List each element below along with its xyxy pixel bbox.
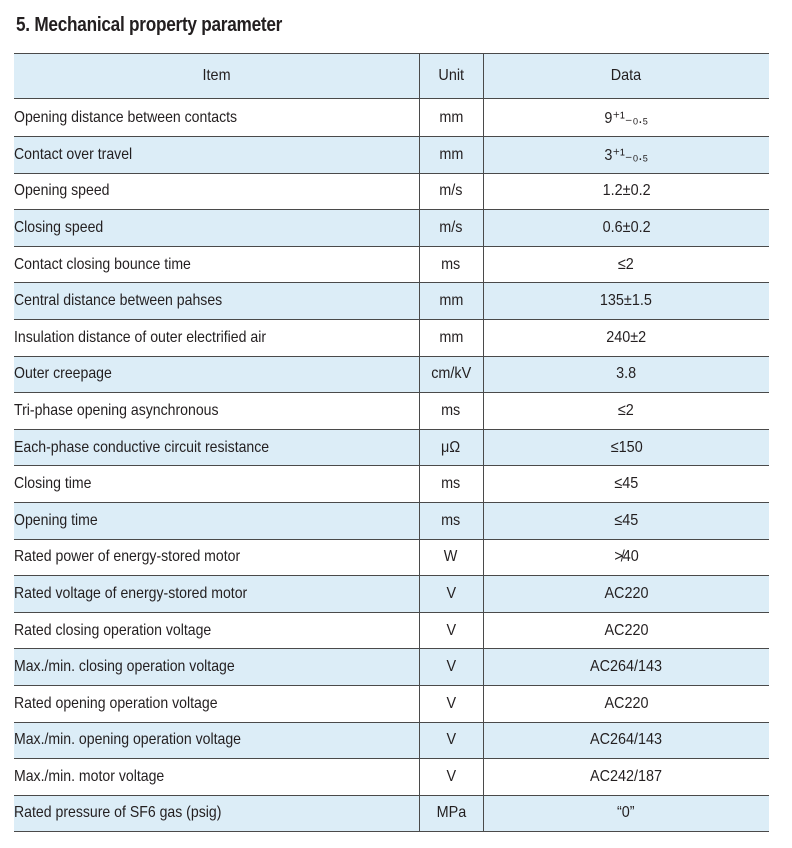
- table-row: [14, 795, 769, 832]
- row-unit-value: V: [446, 767, 456, 785]
- row-data-cell: [483, 210, 769, 247]
- row-unit-value: ms: [441, 255, 461, 273]
- table-row: [14, 210, 769, 247]
- row-item-label: Max./min. closing operation voltage: [14, 658, 235, 676]
- row-item-cell: [14, 759, 419, 796]
- row-item-cell: [14, 393, 419, 430]
- row-item-label: Opening speed: [14, 182, 110, 200]
- row-unit-cell: [419, 99, 483, 137]
- row-data-value: AC220: [604, 584, 649, 602]
- row-data-value: ≯40: [614, 548, 639, 566]
- row-data-value: ≤2: [618, 255, 635, 273]
- row-data-value: ≤2: [618, 401, 635, 419]
- row-item-cell: [14, 429, 419, 466]
- row-unit-value: mm: [439, 292, 463, 310]
- row-unit-cell: [419, 539, 483, 576]
- row-unit-cell: [419, 429, 483, 466]
- row-unit-cell: [419, 502, 483, 539]
- row-item-cell: [14, 649, 419, 686]
- row-item-cell: [14, 612, 419, 649]
- row-item-cell: [14, 283, 419, 320]
- row-unit-value: ms: [441, 401, 461, 419]
- row-data-cell: [483, 539, 769, 576]
- row-data-value: “0”: [617, 804, 636, 822]
- table-row: [14, 283, 769, 320]
- row-unit-value: μΩ: [441, 438, 461, 456]
- row-unit-cell: [419, 283, 483, 320]
- row-item-cell: [14, 99, 419, 137]
- row-data-cell: [483, 283, 769, 320]
- row-item-label: Opening distance between contacts: [14, 108, 238, 126]
- row-item-label: Central distance between pahses: [14, 292, 223, 310]
- row-data-cell: [483, 173, 769, 210]
- row-data-cell: [483, 759, 769, 796]
- row-unit-cell: [419, 466, 483, 503]
- row-data-cell: [483, 612, 769, 649]
- row-item-label: Tri-phase opening asynchronous: [14, 401, 219, 419]
- row-item-label: Insulation distance of outer electrified air: [14, 328, 267, 346]
- row-item-label: Closing time: [14, 475, 92, 493]
- row-data-cell: [483, 722, 769, 759]
- table-row: [14, 319, 769, 356]
- row-item-label: Max./min. motor voltage: [14, 767, 165, 785]
- row-item-label: Outer creepage: [14, 365, 112, 383]
- column-header-unit-label: Unit: [438, 67, 464, 84]
- row-item-label: Max./min. opening operation voltage: [14, 731, 241, 749]
- row-unit-cell: [419, 246, 483, 283]
- table-row: [14, 722, 769, 759]
- row-unit-cell: [419, 356, 483, 393]
- row-item-label: Rated power of energy-stored motor: [14, 548, 241, 566]
- table-row: [14, 429, 769, 466]
- row-data-value: 135±1.5: [600, 292, 653, 310]
- table-row: [14, 173, 769, 210]
- page-title: 5. Mechanical property parameter: [16, 14, 283, 36]
- row-data-cell: [483, 99, 769, 137]
- row-item-label: Rated pressure of SF6 gas (psig): [14, 804, 222, 822]
- row-unit-value: V: [446, 694, 456, 712]
- row-data-cell: [483, 319, 769, 356]
- row-unit-value: ms: [441, 511, 461, 529]
- row-item-label: Rated opening operation voltage: [14, 694, 218, 712]
- row-data-cell: [483, 795, 769, 832]
- row-unit-value: m/s: [439, 218, 463, 236]
- table-row: [14, 246, 769, 283]
- table-row: [14, 539, 769, 576]
- column-header-item-label: Item: [202, 67, 231, 84]
- table-header-row: [14, 54, 769, 99]
- row-unit-cell: [419, 759, 483, 796]
- row-item-cell: [14, 685, 419, 722]
- row-data-value: 1.2±0.2: [602, 182, 651, 200]
- row-unit-value: cm/kV: [430, 365, 471, 383]
- row-unit-cell: [419, 210, 483, 247]
- row-item-cell: [14, 319, 419, 356]
- row-item-cell: [14, 466, 419, 503]
- table-body: [14, 99, 769, 832]
- row-data-value: 3⁺¹₋₀.₅: [604, 146, 649, 164]
- row-data-cell: [483, 649, 769, 686]
- table-row: [14, 649, 769, 686]
- row-item-label: Contact closing bounce time: [14, 255, 191, 273]
- row-unit-cell: [419, 649, 483, 686]
- row-unit-cell: [419, 795, 483, 832]
- column-header-unit: [419, 54, 483, 99]
- row-data-cell: [483, 429, 769, 466]
- table-row: [14, 502, 769, 539]
- row-data-value: 3.8: [616, 365, 637, 383]
- row-unit-cell: [419, 319, 483, 356]
- row-unit-cell: [419, 393, 483, 430]
- table-row: [14, 612, 769, 649]
- row-data-cell: [483, 393, 769, 430]
- row-unit-value: V: [446, 731, 456, 749]
- row-data-value: AC242/187: [590, 767, 663, 785]
- row-item-cell: [14, 722, 419, 759]
- column-header-data-label: Data: [611, 67, 642, 84]
- row-item-cell: [14, 576, 419, 613]
- row-unit-value: ms: [441, 475, 461, 493]
- row-unit-value: m/s: [439, 182, 463, 200]
- table-row: [14, 137, 769, 174]
- row-data-cell: [483, 137, 769, 174]
- row-item-cell: [14, 539, 419, 576]
- row-item-cell: [14, 173, 419, 210]
- row-item-label: Closing speed: [14, 218, 104, 236]
- row-item-cell: [14, 502, 419, 539]
- row-unit-value: mm: [439, 328, 463, 346]
- row-unit-cell: [419, 722, 483, 759]
- row-data-value: AC220: [604, 694, 649, 712]
- row-data-cell: [483, 685, 769, 722]
- row-data-value: AC220: [604, 621, 649, 639]
- row-unit-value: mm: [439, 108, 463, 126]
- row-unit-cell: [419, 173, 483, 210]
- table-row: [14, 576, 769, 613]
- row-unit-cell: [419, 137, 483, 174]
- row-item-label: Rated voltage of energy-stored motor: [14, 584, 248, 602]
- row-unit-value: MPa: [436, 804, 466, 822]
- row-unit-value: V: [446, 584, 456, 602]
- row-unit-value: W: [444, 548, 458, 566]
- row-data-cell: [483, 246, 769, 283]
- row-data-cell: [483, 466, 769, 503]
- column-header-data: [483, 54, 769, 99]
- row-data-value: 240±2: [606, 328, 647, 346]
- row-data-cell: [483, 502, 769, 539]
- row-unit-cell: [419, 612, 483, 649]
- row-item-label: Opening time: [14, 511, 98, 529]
- row-unit-value: V: [446, 621, 456, 639]
- row-data-value: AC264/143: [590, 658, 663, 676]
- row-data-value: AC264/143: [590, 731, 663, 749]
- table-row: [14, 356, 769, 393]
- row-data-cell: [483, 356, 769, 393]
- row-data-value: ≤150: [610, 438, 643, 456]
- row-item-cell: [14, 210, 419, 247]
- row-item-cell: [14, 137, 419, 174]
- table-row: [14, 99, 769, 137]
- row-unit-cell: [419, 685, 483, 722]
- table-row: [14, 393, 769, 430]
- row-data-value: 0.6±0.2: [602, 218, 651, 236]
- row-item-cell: [14, 356, 419, 393]
- row-data-value: ≤45: [614, 511, 639, 529]
- row-data-value: ≤45: [614, 475, 639, 493]
- row-unit-cell: [419, 576, 483, 613]
- row-unit-value: V: [446, 658, 456, 676]
- row-data-value: 9⁺¹₋₀.₅: [604, 109, 649, 127]
- column-header-item: [14, 54, 419, 99]
- row-data-cell: [483, 576, 769, 613]
- row-item-label: Each-phase conductive circuit resistance: [14, 438, 270, 456]
- table-row: [14, 685, 769, 722]
- table-row: [14, 759, 769, 796]
- row-item-label: Contact over travel: [14, 145, 133, 163]
- row-item-cell: [14, 246, 419, 283]
- row-item-cell: [14, 795, 419, 832]
- table-row: [14, 466, 769, 503]
- row-item-label: Rated closing operation voltage: [14, 621, 212, 639]
- row-unit-value: mm: [439, 145, 463, 163]
- mechanical-parameter-table: [14, 53, 769, 832]
